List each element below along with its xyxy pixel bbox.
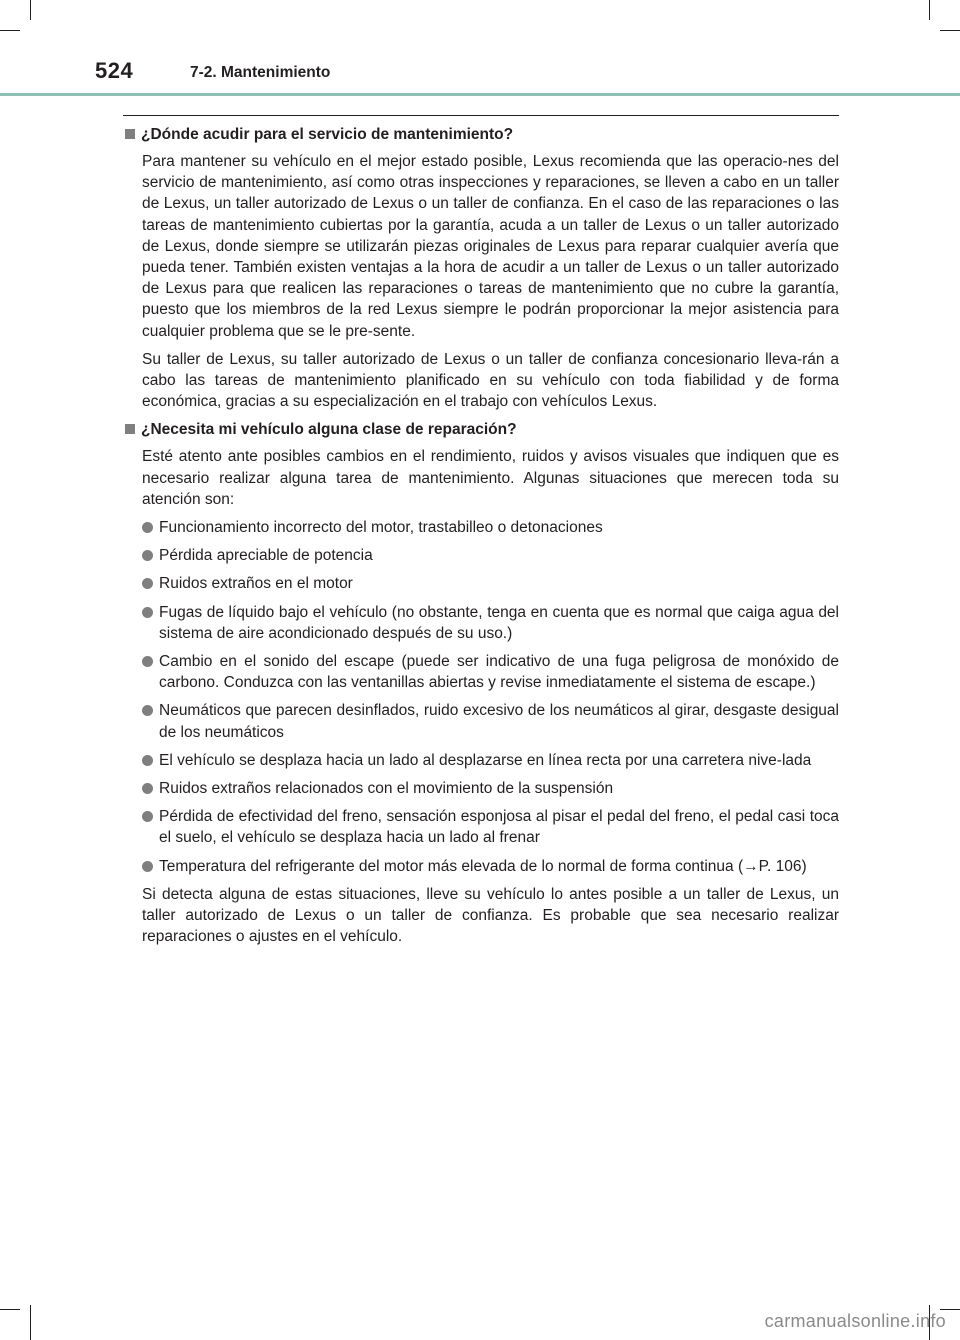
content-divider (123, 115, 839, 116)
symptom-list (123, 517, 839, 877)
list-item: Fugas de líquido bajo el vehículo (no obstante, tenga en cuenta que es normal que caiga agua del sistema de aire acondicionado después de su uso.) (123, 602, 839, 644)
crop-mark (0, 1309, 20, 1310)
circle-bullet-icon (142, 550, 153, 561)
circle-bullet-icon (142, 811, 153, 822)
page-header (0, 0, 960, 96)
section-title: 7-2. Mantenimiento (190, 64, 331, 81)
circle-bullet-icon (142, 656, 153, 667)
circle-bullet-icon (142, 705, 153, 716)
square-bullet-icon (125, 129, 135, 139)
circle-bullet-icon (142, 861, 153, 872)
subsection-heading (123, 124, 839, 145)
square-bullet-icon (125, 424, 135, 434)
closing-paragraph: Si detecta alguna de estas situaciones, lleve su vehículo lo antes posible a un taller de Lexus, un taller autorizado de Lexus o un taller de confianza. Es probable que sea necesario realizar reparaciones o ajustes en el vehículo. (142, 885, 839, 946)
list-item: Ruidos extraños en el motor (123, 573, 839, 594)
circle-bullet-icon (142, 578, 153, 589)
list-item: Funcionamiento incorrecto del motor, trastabilleo o detonaciones (123, 517, 839, 538)
list-item: Cambio en el sonido del escape (puede ser indicativo de una fuga peligrosa de monóxido de carbono. Conduzca con las ventanillas abiertas y revise inmediatamente el sistema de escape.) (123, 651, 839, 693)
header-rule (0, 93, 960, 96)
list-item: Pérdida apreciable de potencia (123, 545, 839, 566)
list-item: Pérdida de efectividad del freno, sensación esponjosa al pisar el pedal del freno, el pedal casi toca el suelo, el vehículo se desplaza hacia un lado al frenar (123, 806, 839, 848)
crop-mark (30, 1305, 31, 1340)
paragraph: Esté atento ante posibles cambios en el rendimiento, ruidos y avisos visuales que indiquen que es necesario realizar alguna tarea de mantenimiento. Algunas situaciones que merecen toda su atención son: (142, 448, 839, 508)
subsection-heading (123, 419, 839, 440)
watermark: carmanualsonline.info (764, 1311, 946, 1331)
list-item: El vehículo se desplaza hacia un lado al desplazarse en línea recta por una carretera nive-lada (123, 750, 839, 771)
circle-bullet-icon (142, 607, 153, 618)
crop-mark (940, 1309, 960, 1310)
page-number: 524 (95, 58, 134, 83)
paragraph: Su taller de Lexus, su taller autorizado de Lexus o un taller de confianza concesionario lleva-rán a cabo las tareas de mantenimiento planificado en su vehículo con toda fiabilidad y de forma económica, gracias a su especialización en el trabajo con vehículos Lexus. (142, 350, 839, 411)
subsection-heading-text: ¿Necesita mi vehículo alguna clase de reparación? (141, 421, 517, 439)
circle-bullet-icon (142, 522, 153, 533)
page-content (123, 124, 839, 955)
list-item: Neumáticos que parecen desinflados, ruido excesivo de los neumáticos al girar, desgaste desigual de los neumáticos (123, 700, 839, 742)
paragraph: Para mantener su vehículo en el mejor estado posible, Lexus recomienda que las operacio-nes del servicio de mantenimiento, así como otras inspecciones y reparaciones, se lleven a cabo en un taller de Lexus, un taller autorizado de Lexus o un taller de confianza. En el caso de las reparaciones o las tareas de mantenimiento cubiertas por la garantía, acuda a un taller de Lexus o un taller autorizado de Lexus, donde siempre se utilizarán piezas originales de Lexus para reparar cualquier avería que pueda tener. También existen ventajas a la hora de acudir a un taller de Lexus o un taller autorizado de Lexus para que realicen las reparaciones o tareas de mantenimiento que no cubre la garantía, puesto que los miembros de la red Lexus siempre le podrán proporcionar la mejor asistencia para cualquier problema que se le pre-sente. (142, 153, 839, 340)
list-item: Ruidos extraños relacionados con el movimiento de la suspensión (123, 778, 839, 799)
list-item: Temperatura del refrigerante del motor más elevada de lo normal de forma continua (→P. 106) (123, 856, 839, 877)
circle-bullet-icon (142, 755, 153, 766)
circle-bullet-icon (142, 783, 153, 794)
subsection-heading-text: ¿Dónde acudir para el servicio de mantenimiento? (141, 126, 514, 143)
